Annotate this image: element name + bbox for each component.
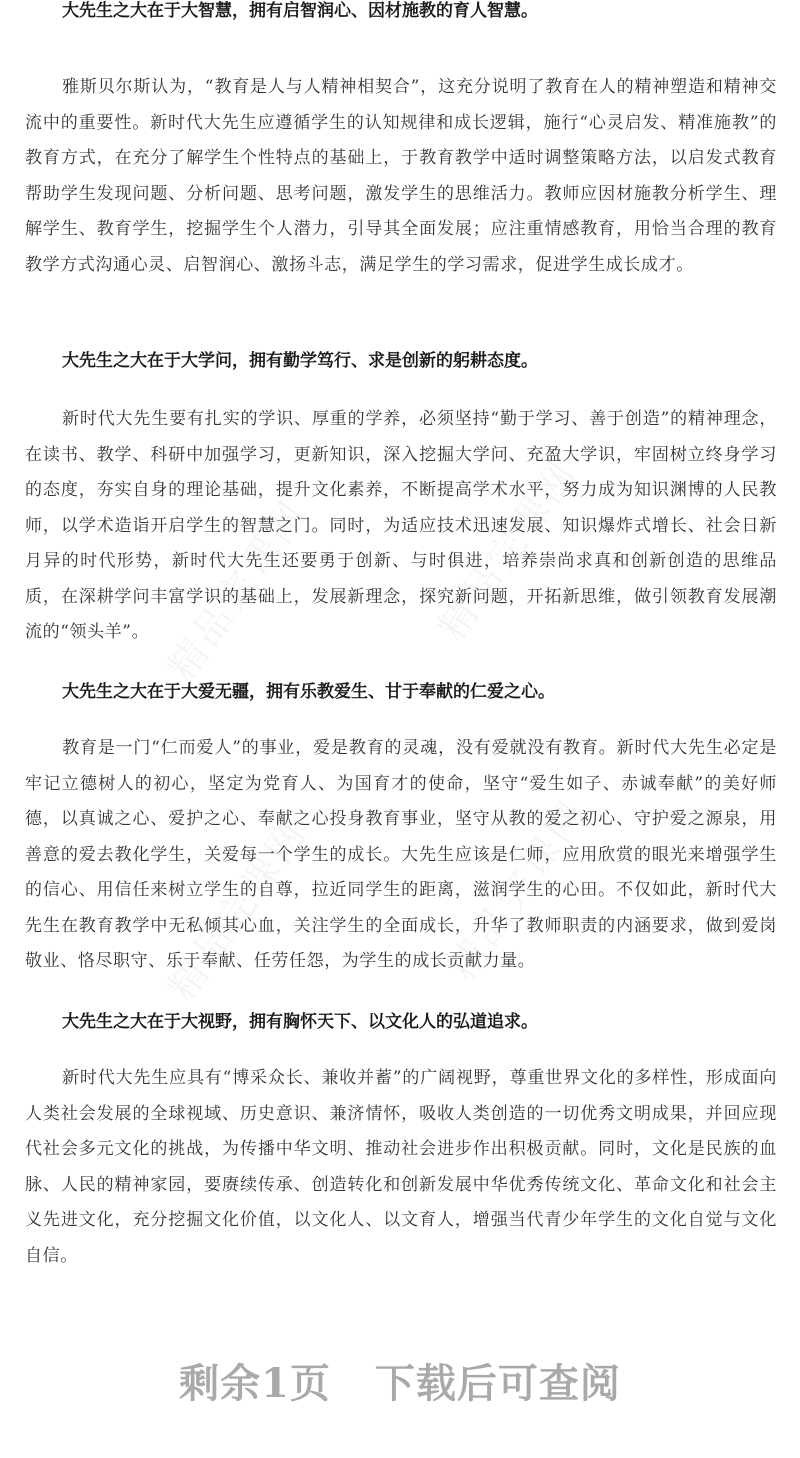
remaining-pages-banner[interactable]: [0, 1352, 800, 1409]
section-heading: 大先生之大在于大学问，拥有勤学笃行、求是创新的躬耕态度。: [62, 351, 538, 371]
section-heading: 大先生之大在于大爱无疆，拥有乐教爱生、甘于奉献的仁爱之心。: [62, 682, 555, 702]
remaining-pages-label: 剩余1页: [179, 1360, 331, 1407]
section-body: 新时代大先生要有扎实的学识、厚重的学养，必须坚持“勤于学习、善于创造”的精神理念，在读书、教学、科研中加强学习，更新知识，深入挖掘大学问、充盈大学识，牢固树立终身学习的态度，夯实自身的理论基础，提升文化素养，不断提高学术水平，努力成为知识渊博的人民教师，以学术造诣开启学生的智慧之门。同时，为适应技术迅速发展、知识爆炸式增长、社会日新月异的时代形势，新时代大先生还要勇于创新、与时俱进，培养崇尚求真和创新创造的思维品质，在深耕学问丰富学识的基础上，发展新理念，探究新问题，开拓新思维，做引领教育发展潮流的“领头羊”。: [25, 409, 777, 642]
section-body: 新时代大先生应具有“博采众长、兼收并蓄”的广阔视野，尊重世界文化的多样性，形成面向人类社会发展的全球视域、历史意识、兼济情怀，吸收人类创造的一切优秀文明成果，并回应现代社会多元文化的挑战，为传播中华文明、推动社会进步作出积极贡献。同时，文化是民族的血脉、人民的精神家园，要赓续传承、创造转化和创新发展中华优秀传统文化、革命文化和社会主义先进文化，充分挖掘文化价值，以文化人、以文育人，增强当代青少年学生的文化自觉与文化自信。: [25, 1068, 777, 1266]
section-body: 雅斯贝尔斯认为，“教育是人与人精神相契合”，这充分说明了教育在人的精神塑造和精神交流中的重要性。新时代大先生应遵循学生的认知规律和成长逻辑，施行“心灵启发、精准施教”的教育方式，在充分了解学生个性特点的基础上，于教育教学中适时调整策略方法，以启发式教育帮助学生发现问题、分析问题、思考问题，激发学生的思维活力。教师应因材施教分析学生、理解学生、教育学生，挖掘学生个人潜力，引导其全面发展；应注重情感教育，用恰当合理的教育教学方式沟通心灵、启智润心、激扬斗志，满足学生的学习需求，促进学生成长成才。: [25, 77, 777, 275]
section-heading: 大先生之大在于大智慧，拥有启智润心、因材施教的育人智慧。: [62, 1, 538, 21]
download-to-view-label: 下载后可查阅: [374, 1360, 621, 1407]
section-heading: 大先生之大在于大视野，拥有胸怀天下、以文化人的弘道追求。: [62, 1012, 538, 1032]
section-body: 教育是一门“仁而爱人”的事业，爱是教育的灵魂，没有爱就没有教育。新时代大先生必定是牢记立德树人的初心，坚定为党育人、为国育才的使命，坚守“爱生如子、赤诚奉献”的美好师德，以真诚之心、爱护之心、奉献之心投身教育事业，坚守从教的爱之初心、守护爱之源泉，用善意的爱去教化学生，关爱每一个学生的成长。大先生应该是仁师，应用欣赏的眼光来增强学生的信心、用信任来树立学生的自尊，拉近同学生的距离，滋润学生的心田。不仅如此，新时代大先生在教育教学中无私倾其心血，关注学生的全面成长，升华了教师职责的内涵要求，做到爱岗敬业、恪尽职守、乐于奉献、任劳任怨，为学生的成长贡献力量。: [25, 738, 777, 971]
